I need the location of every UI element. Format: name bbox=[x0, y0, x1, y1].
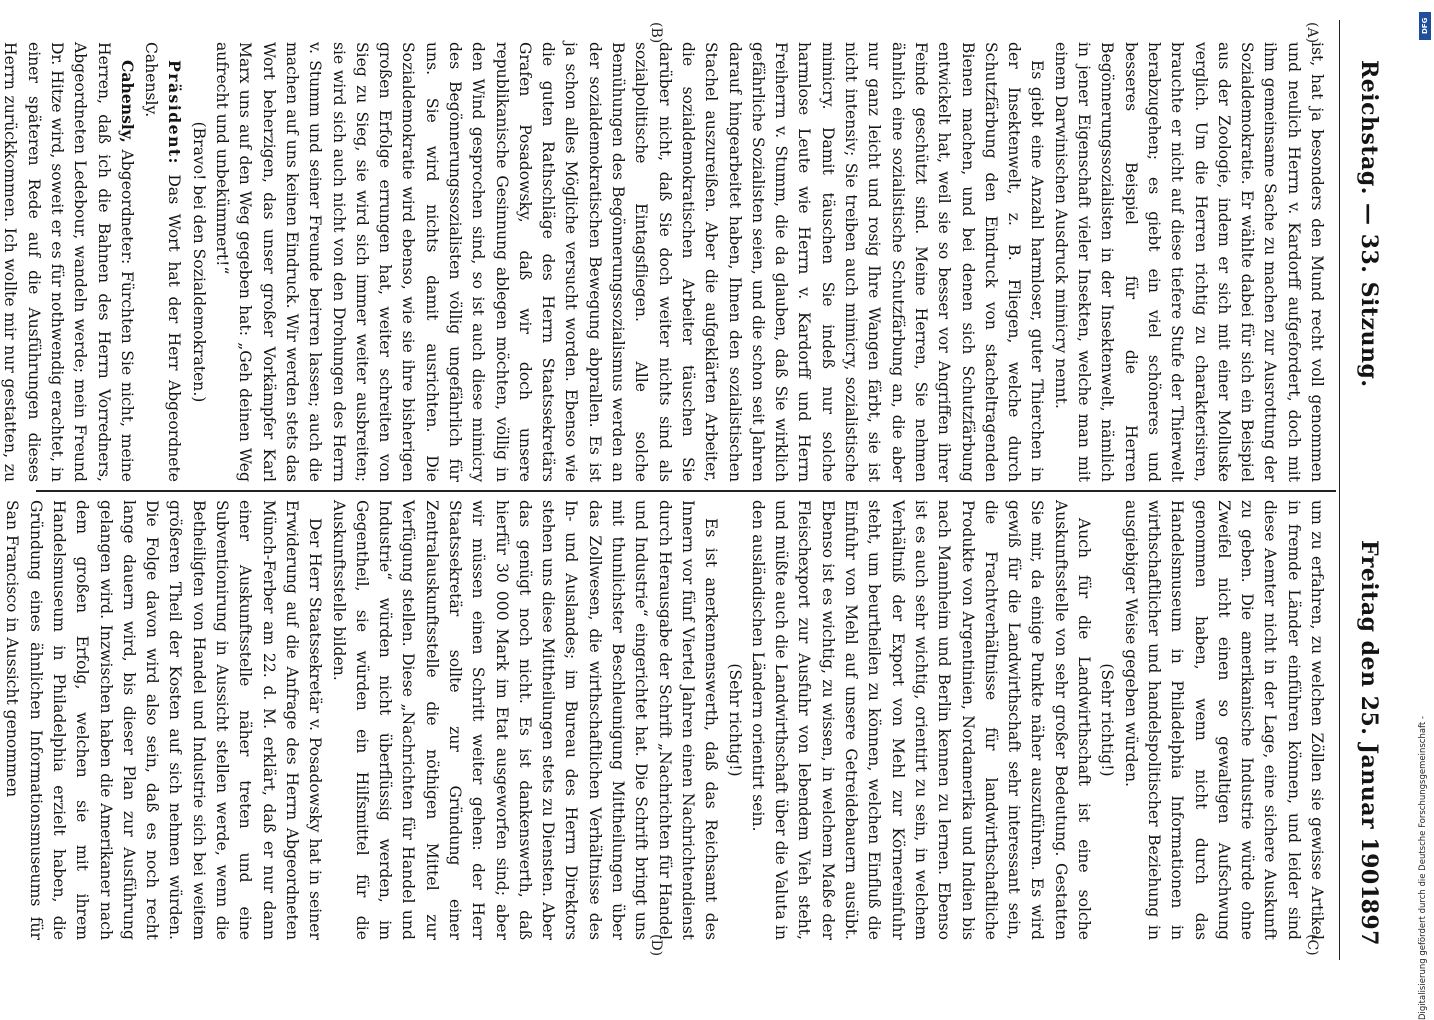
paragraph: Auch für die Landwirthschaft ist eine solche Auskunftsstelle von sehr großer Bedeutung. Gestatten Sie mir, da einige Punkte näher auszuführen. Es wird gewiß für die Landwirthschaft sehr interessant sein, die Frachtverhältnisse für landwirthschaftliche Produkte von Argentinien, Nordamerika und Indien bis nach Mannheim und Berlin kennen zu lernen. Ebenso ist es auch sehr wichtig, orientirt zu sein, in welchem Verhältniß der Export von Mehl zur Körnereinfuhr steht, um beurtheilen zu können, welchen Einfluß die Einfuhr von Mehl auf unsere Getreidebauern ausübt. Ebenso ist es wichtig, zu wissen, in welchem Maße der Fleischexport zur Ausfuhr von lebendem Vieh steht, und müßte auch die Landwirthschaft über die Valuta in den ausländischen Ländern orientirt sein. bbox=[746, 500, 1095, 940]
dfg-logo: DFG bbox=[1419, 12, 1431, 40]
paragraph: Es giebt eine Anzahl harmloser, guter Thierchen in der Insektenwelt, z. B. Fliegen, welche durch Schutzfärbung den Eindruck von stacheltragenden Bienen machen, und bei denen sich Schutzfärbung entwickelt hat, weil sie so besser vor Angriffen ihrer Feinde geschützt sind. Meine Herren, Sie nehmen ähnlich eine sozialistische Schutzfärbung an, die aber nur ganz leicht und rosig Ihre Wangen färbt, sie ist nicht intensiv; Sie treiben auch mimicry, sozialistische mimicry. Damit täuschen Sie indeß nur solche harmlose Leute wie Herrn v. Kardorff und Herrn Freiherrn v. Stumm, die da glauben, daß Sie wirklich gefährliche Sozialisten seien, und die schon seit Jahren darauf hingearbeitet haben, Ihnen den sozialistischen Stachel auszureißen. Aber die aufgeklärten Arbeiter, die sozialdemokratischen Arbeiter täuschen Sie darüber nicht, daß Sie doch weiter nichts sind als sozialpolitische Eintagsfliegen. Alle solche Bemühungen des Begönnerungssozialismus werden an der sozialdemokratischen Bewegung abprallen. Es ist ja schon alles Mögliche versucht worden. Ebenso wie die guten Rathschläge des Herrn Staatssekretärs Grafen Posadowsky, daß wir doch unsere republikanische Gesinnung ablegen möchten, völlig in den Wind gesprochen sind, so ist auch diese mimicry des Begönnerungssozialisten völlig ungefährlich für uns. Sie wird nichts damit ausrichten. Die Sozialdemokratie wird ebenso, wie sie ihre bisherigen großen Erfolge errungen hat, weiter schreiten von Sieg zu Sieg, sie wird sich immer weiter ausbreiten; sie wird sich auch nicht von den Drohungen des Herrn v. Stumm und seiner Freunde beirren lassen; auch die machen auf uns keinen Eindruck. Wir werden stets das Wort beherzigen, das unser großer Vorkämpfer Karl Marx uns auf den Weg gegeben hat: „Geh deinen Weg aufrecht und unbekümmert!“ bbox=[210, 42, 1049, 482]
paragraph: ist, hat ja besonders den Mund recht voll genommen und neulich Herrn v. Kardorff aufgefordert, doch mit ihm gemeinsame Sache zu machen zur Ausrottung der Sozialdemokratie. Er wählte dabei für sich ein Beispiel aus der Zoologie, indem er sich mit einer Molluske verglich. Um die Herren richtig zu charakterisiren, brauchte er nicht auf diese tiefere Stufe der Thierwelt herabzugehen; es giebt ein viel schöneres und besseres Beispiel für die Herren Begönnerungssozialisten in der Insektenwelt, nämlich in jener Eigenschaft vieler Insekten, welche man mit einem Darwinischen Ausdruck mimicry nennt. bbox=[1048, 42, 1328, 482]
margin-marker-d: (D) bbox=[648, 934, 664, 956]
speaker-text: Abgeordneter: Fürchten Sie nicht, meine Herren, daß ich die Bahnen des Herrn Vorredners, Abgeordneten Ledebour, wandeln werde; mein Freund Dr. Hitze wird, soweit er es für nothwendig erachtet, in einer späteren Rede auf die Ausführungen dieses Herrn zurückkommen. Ich wollte mir nur gestatten, zu bbox=[0, 42, 136, 482]
interjection: (Sehr richtig!) bbox=[1095, 500, 1118, 940]
paragraph: Es ist anerkennenswerth, daß das Reichsamt des Innern vor fünf Viertel Jahren einen Nachrichtendienst durch Herausgabe der Schrift „Nachrichten für Handel und Industrie“ eingerichtet hat. Die Schrift bringt uns mit thunlichster Beschleunigung Mittheilungen über das Zollwesen, die wirthschaftlichen Verhältnisse des In- und Auslandes; im Bureau des Herrn Direktors stehen uns diese Mittheilungen stets zu Diensten. Aber das genügt noch nicht. Es ist dankenswerth, daß hierfür 30 000 Mark im Etat ausgeworfen sind; aber wir müssen einen Schritt weiter gehen: der Herr Staatssekretär sollte zur Gründung einer Zentralauskunftsstelle die nöthigen Mittel zur Verfügung stellen. Diese „Nachrichten für Handel und Industrie“ würden nicht überflüssig werden, im Gegentheil, sie würden ein Hilfsmittel für die Auskunftsstelle bilden. bbox=[326, 500, 722, 940]
header-session: Reichstag. — 33. Sitzung. bbox=[1356, 60, 1382, 388]
speaker-paragraph bbox=[139, 42, 187, 482]
rotated-scan-page bbox=[24, 20, 1404, 960]
speaker-name: Präsident: bbox=[165, 60, 184, 165]
speaker-paragraph bbox=[0, 42, 139, 482]
speaker-name: Cahensly, bbox=[118, 60, 137, 143]
margin-marker-c: (C) bbox=[1304, 934, 1320, 956]
speaker-text: Das Wort hat der Herr Abgeordnete Cahensly. bbox=[142, 42, 183, 482]
header-date: Freitag den 25. Januar 1901. bbox=[1356, 540, 1382, 909]
paragraph: um zu erfahren, zu welchen Zöllen sie gewisse Artikel in fremde Länder einführen können, und leider sind diese Aemter nicht in der Lage, eine sichere Auskunft zu geben. Die amerikanische Industrie würde ohne Zweifel nicht einen so gewaltigen Aufschwung genommen haben, wenn nicht durch das Handelsmuseum in Philadelphia Informationen in wirthschaftlicher und handelspolitischer Beziehung in ausgiebiger Weise gegeben würden. bbox=[1118, 500, 1328, 940]
page-header bbox=[1339, 20, 1404, 960]
text-column-left bbox=[38, 42, 1328, 482]
funding-watermark bbox=[1418, 10, 1432, 990]
column-divider bbox=[36, 490, 1336, 492]
watermark-text: Digitalisierung gefördert durch die Deutsche Forschungsgemeinschaft - bbox=[1418, 320, 1428, 1020]
text-column-right bbox=[38, 500, 1328, 940]
page-number: 897 bbox=[1356, 899, 1382, 946]
margin-marker-a: (A) bbox=[1304, 22, 1320, 43]
paragraph: Der Herr Staatssekretär v. Posadowsky hat in seiner Erwiderung auf die Anfrage des Herrn Abgeordneten Münch-Ferber am 22. d. M. erklärt, daß er nur dann einer Auskunftsstelle näher treten und eine Subventionirung in Aussicht stellen werde, wenn die Betheiligten von Handel und Industrie sich bei weitem größeren Theil der Kosten auf sich nehmen würden. Die Folge davon wird also sein, daß es noch recht lange dauern wird, bis dieser Plan zur Ausführung gelangen wird. Inzwischen haben die Amerikaner nach dem großen Erfolg, welchen sie mit ihrem Handelsmuseum in Philadelphia erzielt haben, die Gründung eines ähnlichen Informationsmuseums für San Francisco in Aussicht genommen bbox=[0, 500, 326, 940]
margin-marker-b: (B) bbox=[648, 22, 664, 43]
interjection: (Bravo! bei den Sozialdemokraten.) bbox=[186, 42, 209, 482]
interjection: (Sehr richtig!) bbox=[722, 500, 745, 940]
